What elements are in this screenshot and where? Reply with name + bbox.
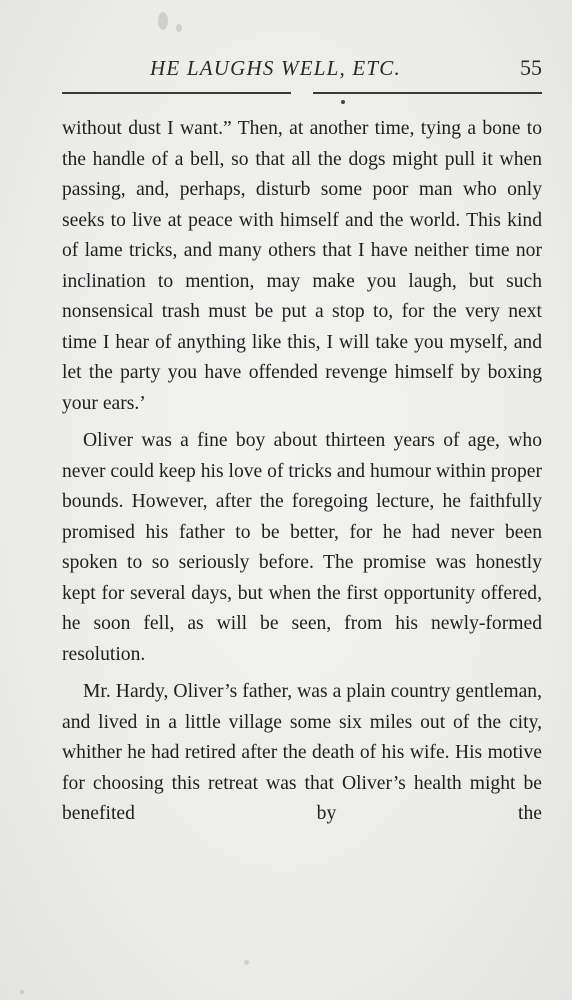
paragraph-2: Oliver was a fine boy about thirteen years of age, who never could keep his love of tricks and humour within proper bounds. However, after the foregoing lecture, he faithfully promised his father to be better, for he had never been spoken to so seriously before. The promise was honestly kept for several days, but when the first opportunity offered, he soon fell, as will be seen, from his newly-formed resolution.	[62, 430, 542, 665]
paper-speck	[158, 12, 168, 30]
header-rule-gap	[291, 89, 313, 97]
body-text	[62, 114, 542, 837]
paragraph-1: without dust I want.” Then, at another time, tying a bone to the handle of a bell, so that all the dogs might pull it when passing, and, perhaps, disturb some poor man who only seeks to live at peace with himself and the world. This kind of lame tricks, and many others that I have neither time nor inclination to mention, may make you laugh, but such nonsensical trash must be put a stop to, for the very next time I hear of anything like this, I will take you myself, and let the party you have offended revenge himself by boxing your ears.’	[62, 118, 542, 414]
ornament-dot	[341, 100, 345, 104]
paper-speck	[20, 990, 24, 994]
paper-speck	[244, 960, 249, 965]
page-number: 55	[520, 55, 542, 80]
paragraph-3: Mr. Hardy, Oliver’s father, was a plain country gentleman, and lived in a little village some six miles out of the city, whither he had retired after the death of his wife. His motive for choosing this retreat was that Oliver’s health might be benefited by the	[62, 681, 542, 824]
page-header	[62, 52, 542, 88]
paper-speck	[176, 24, 182, 32]
running-title: HE LAUGHS WELL, ETC.	[150, 56, 401, 80]
